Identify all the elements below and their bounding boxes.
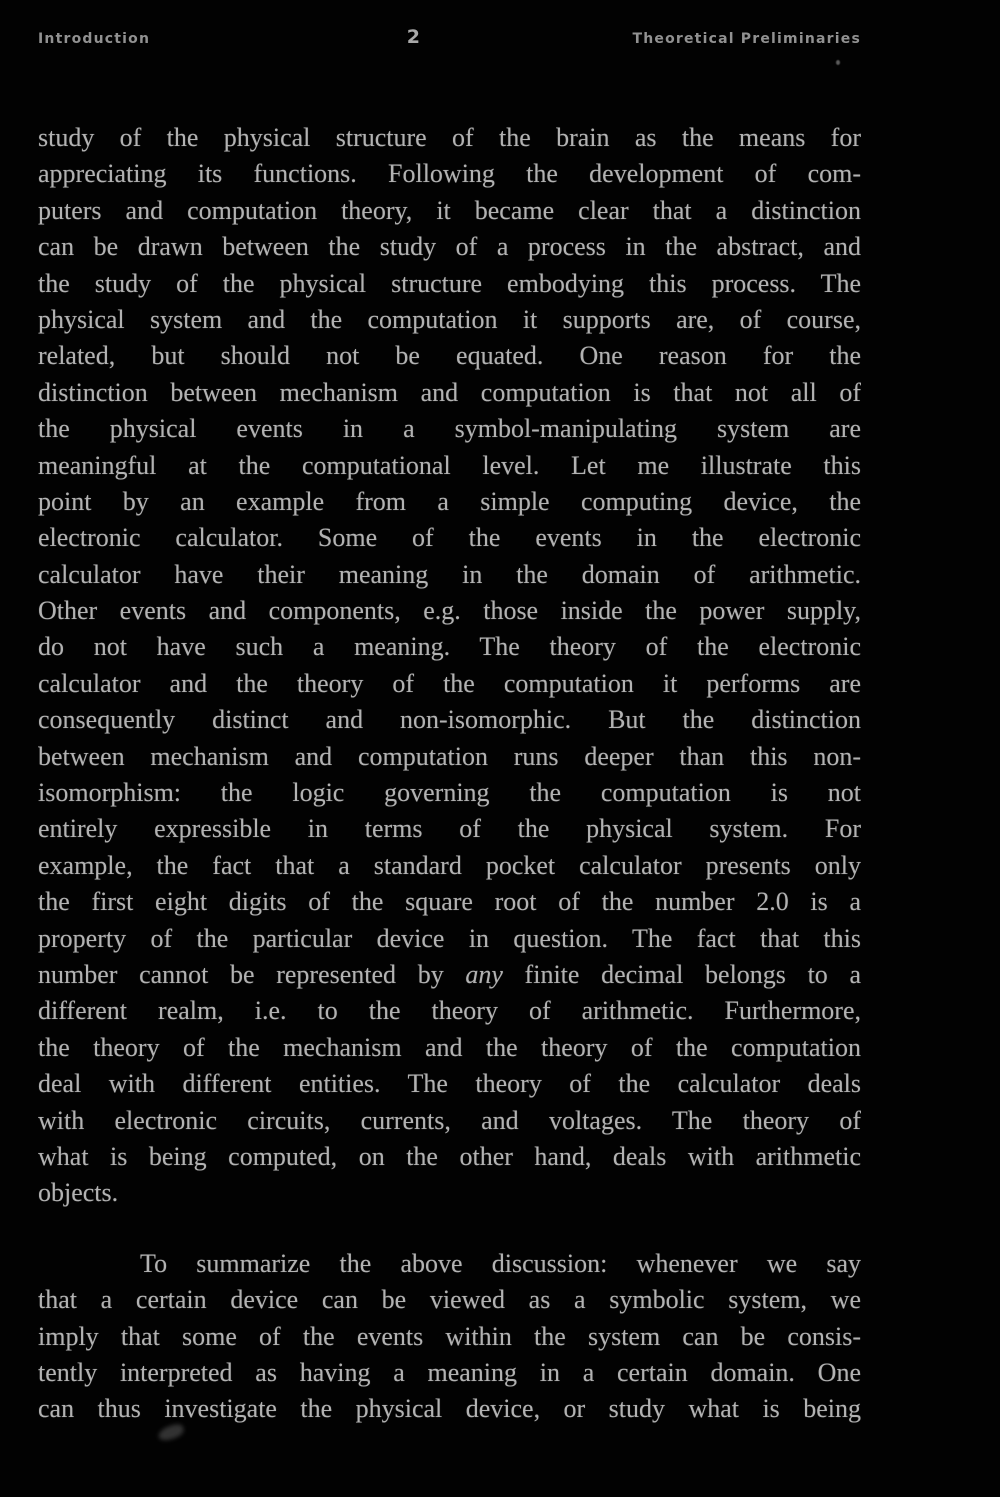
text-line: consequently distinct and non-isomorphic. But the distinction bbox=[38, 705, 861, 735]
scan-speck bbox=[836, 60, 840, 65]
text-line: meaningful at the computational level. Let me illustrate this bbox=[38, 450, 861, 480]
text-line: objects. bbox=[38, 1178, 119, 1208]
text-line: study of the physical structure of the brain as the means for bbox=[38, 123, 861, 152]
text-line: between mechanism and computation runs deeper than this non- bbox=[38, 741, 861, 771]
text-line: do not have such a meaning. The theory of the electronic bbox=[38, 632, 861, 662]
text-line: puters and computation theory, it became clear that a distinction bbox=[38, 195, 861, 225]
text-line: deal with different entities. The theory of the calculator deals bbox=[38, 1069, 861, 1099]
text-line: the study of the physical structure embodying this process. The bbox=[38, 268, 861, 298]
text-line: tently interpreted as having a meaning in a certain domain. One bbox=[38, 1357, 861, 1387]
text-line: physical system and the computation it supports are, of course, bbox=[38, 304, 861, 334]
text-line: To summarize the above discussion: whenever we say bbox=[140, 1248, 861, 1278]
text-line: the physical events in a symbol-manipulating system are bbox=[38, 414, 861, 444]
running-header bbox=[38, 26, 861, 48]
paragraph bbox=[38, 120, 861, 1212]
text-line: can be drawn between the study of a process in the abstract, and bbox=[38, 232, 861, 262]
text-line: example, the fact that a standard pocket calculator presents only bbox=[38, 850, 861, 880]
text-line: appreciating its functions. Following the development of com- bbox=[38, 159, 861, 189]
paragraph bbox=[38, 1246, 861, 1428]
text-line: point by an example from a simple computing device, the bbox=[38, 486, 861, 516]
text-line: calculator have their meaning in the domain of arithmetic. bbox=[38, 559, 861, 589]
text-line: can thus investigate the physical device, or study what is being bbox=[38, 1394, 861, 1424]
running-head-left: Introduction bbox=[38, 31, 151, 47]
text-line: imply that some of the events within the system can be consis- bbox=[38, 1321, 861, 1351]
text-line: with electronic circuits, currents, and voltages. The theory of bbox=[38, 1105, 861, 1135]
text-line: number cannot be represented by any finite decimal belongs to a bbox=[38, 959, 861, 989]
text-line: the first eight digits of the square root of the number 2.0 is a bbox=[38, 887, 861, 917]
text-line: what is being computed, on the other hand, deals with arithmetic bbox=[38, 1141, 861, 1171]
text-line: related, but should not be equated. One reason for the bbox=[38, 341, 861, 371]
text-line: Other events and components, e.g. those inside the power supply, bbox=[38, 596, 861, 626]
page-number: 2 bbox=[406, 26, 420, 48]
text-line: electronic calculator. Some of the events in the electronic bbox=[38, 523, 861, 553]
running-head-right: Theoretical Preliminaries bbox=[632, 31, 861, 47]
text-line: different realm, i.e. to the theory of arithmetic. Furthermore, bbox=[38, 996, 861, 1026]
text-line: property of the particular device in question. The fact that this bbox=[38, 923, 861, 953]
text-line: isomorphism: the logic governing the computation is not bbox=[38, 778, 861, 808]
text-line: calculator and the theory of the computation it performs are bbox=[38, 668, 861, 698]
text-line: that a certain device can be viewed as a symbolic system, we bbox=[38, 1285, 861, 1315]
body-text bbox=[38, 120, 861, 1428]
text-line: the theory of the mechanism and the theory of the computation bbox=[38, 1032, 861, 1062]
text-line: distinction between mechanism and computation is that not all of bbox=[38, 377, 861, 407]
text-line: entirely expressible in terms of the physical system. For bbox=[38, 814, 861, 844]
